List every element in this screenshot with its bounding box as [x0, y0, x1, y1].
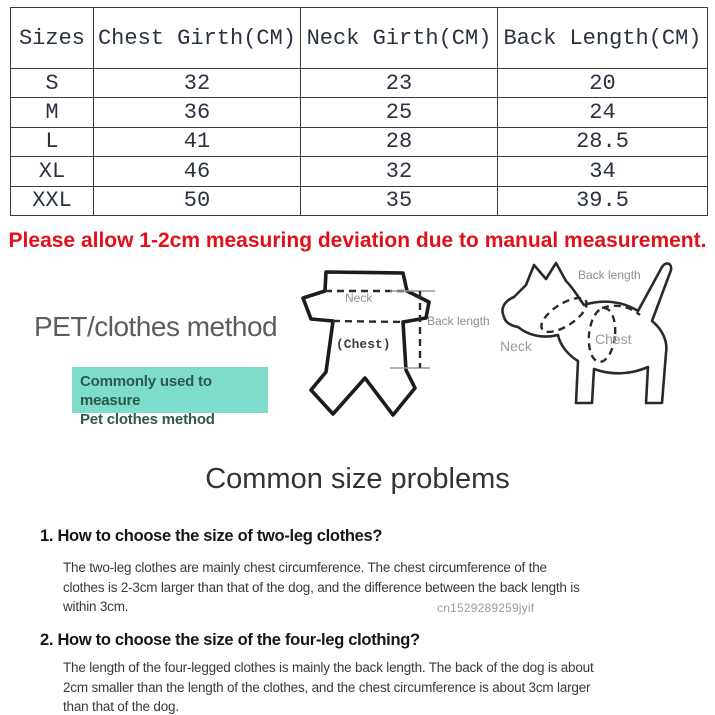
seller-watermark: cn1529289259jyif: [437, 601, 535, 615]
size-table: [10, 7, 708, 216]
answer-1-line2: clothes is 2-3cm larger than that of the dog, and the difference between the back length is: [63, 579, 580, 595]
table-row: [11, 98, 708, 127]
question-1: 1. How to choose the size of two-leg clothes?: [40, 527, 383, 545]
size-cell: 36: [94, 98, 301, 127]
dog-diagram: [490, 255, 715, 445]
garment-chest-dashed-line: [333, 321, 403, 322]
method-note-line2: Pet clothes method: [80, 411, 215, 428]
col-header-back-length: Back Length(CM): [498, 8, 708, 69]
dog-neck-label: Neck: [500, 338, 532, 354]
deviation-notice: Please allow 1-2cm measuring deviation due to manual measurement.: [8, 229, 707, 252]
size-cell: 25: [301, 98, 498, 127]
table-row: [11, 186, 708, 215]
answer-2-line1: The length of the four-legged clothes is mainly the back length. The back of the dog is about: [63, 660, 594, 675]
method-note-line1: Commonly used to measure: [80, 373, 212, 409]
table-row: [11, 69, 708, 98]
size-cell: XXL: [11, 186, 94, 215]
table-header-row: [11, 8, 708, 69]
problems-title: Common size problems: [205, 463, 510, 495]
size-cell: M: [11, 98, 94, 127]
size-cell: XL: [11, 157, 94, 186]
size-cell: 24: [498, 98, 708, 127]
table-row: [11, 127, 708, 156]
size-cell: S: [11, 69, 94, 98]
size-cell: 20: [498, 69, 708, 98]
size-cell: 46: [94, 157, 301, 186]
size-cell: 50: [94, 186, 301, 215]
dog-outline-drawing: [502, 263, 671, 403]
garment-back-length-label: Back length: [427, 314, 490, 328]
size-cell: 34: [498, 157, 708, 186]
method-note: [72, 367, 268, 428]
dog-neck-dashed-loop: [536, 292, 592, 339]
size-cell: 41: [94, 127, 301, 156]
size-cell: 32: [301, 157, 498, 186]
table-row: [11, 157, 708, 186]
col-header-neck-girth: Neck Girth(CM): [301, 8, 498, 69]
garment-diagram: [283, 260, 493, 445]
size-cell: 39.5: [498, 186, 708, 215]
size-cell: 28.5: [498, 127, 708, 156]
size-cell: 32: [94, 69, 301, 98]
garment-chest-label: (Chest): [336, 337, 391, 352]
answer-2: [63, 658, 594, 715]
size-cell: 35: [301, 186, 498, 215]
method-title: PET/clothes method: [34, 311, 278, 342]
size-cell: 23: [301, 69, 498, 98]
size-cell: L: [11, 127, 94, 156]
dog-back-length-label: Back length: [578, 268, 641, 282]
answer-2-line3: than that of the dog.: [63, 699, 179, 714]
col-header-sizes: Sizes: [11, 8, 94, 69]
answer-1-line1: The two-leg clothes are mainly chest circumference. The chest circumference of the: [63, 560, 547, 575]
col-header-chest-girth: Chest Girth(CM): [94, 8, 301, 69]
answer-2-line2: 2cm smaller than the length of the clothes, and the chest circumference is about 3cm larger: [63, 679, 591, 695]
garment-neck-label: Neck: [345, 291, 373, 305]
question-2: 2. How to choose the size of the four-leg clothing?: [40, 631, 420, 649]
size-cell: 28: [301, 127, 498, 156]
answer-1-line3: within 3cm.: [63, 599, 129, 614]
dog-chest-label: Chest: [595, 331, 632, 347]
